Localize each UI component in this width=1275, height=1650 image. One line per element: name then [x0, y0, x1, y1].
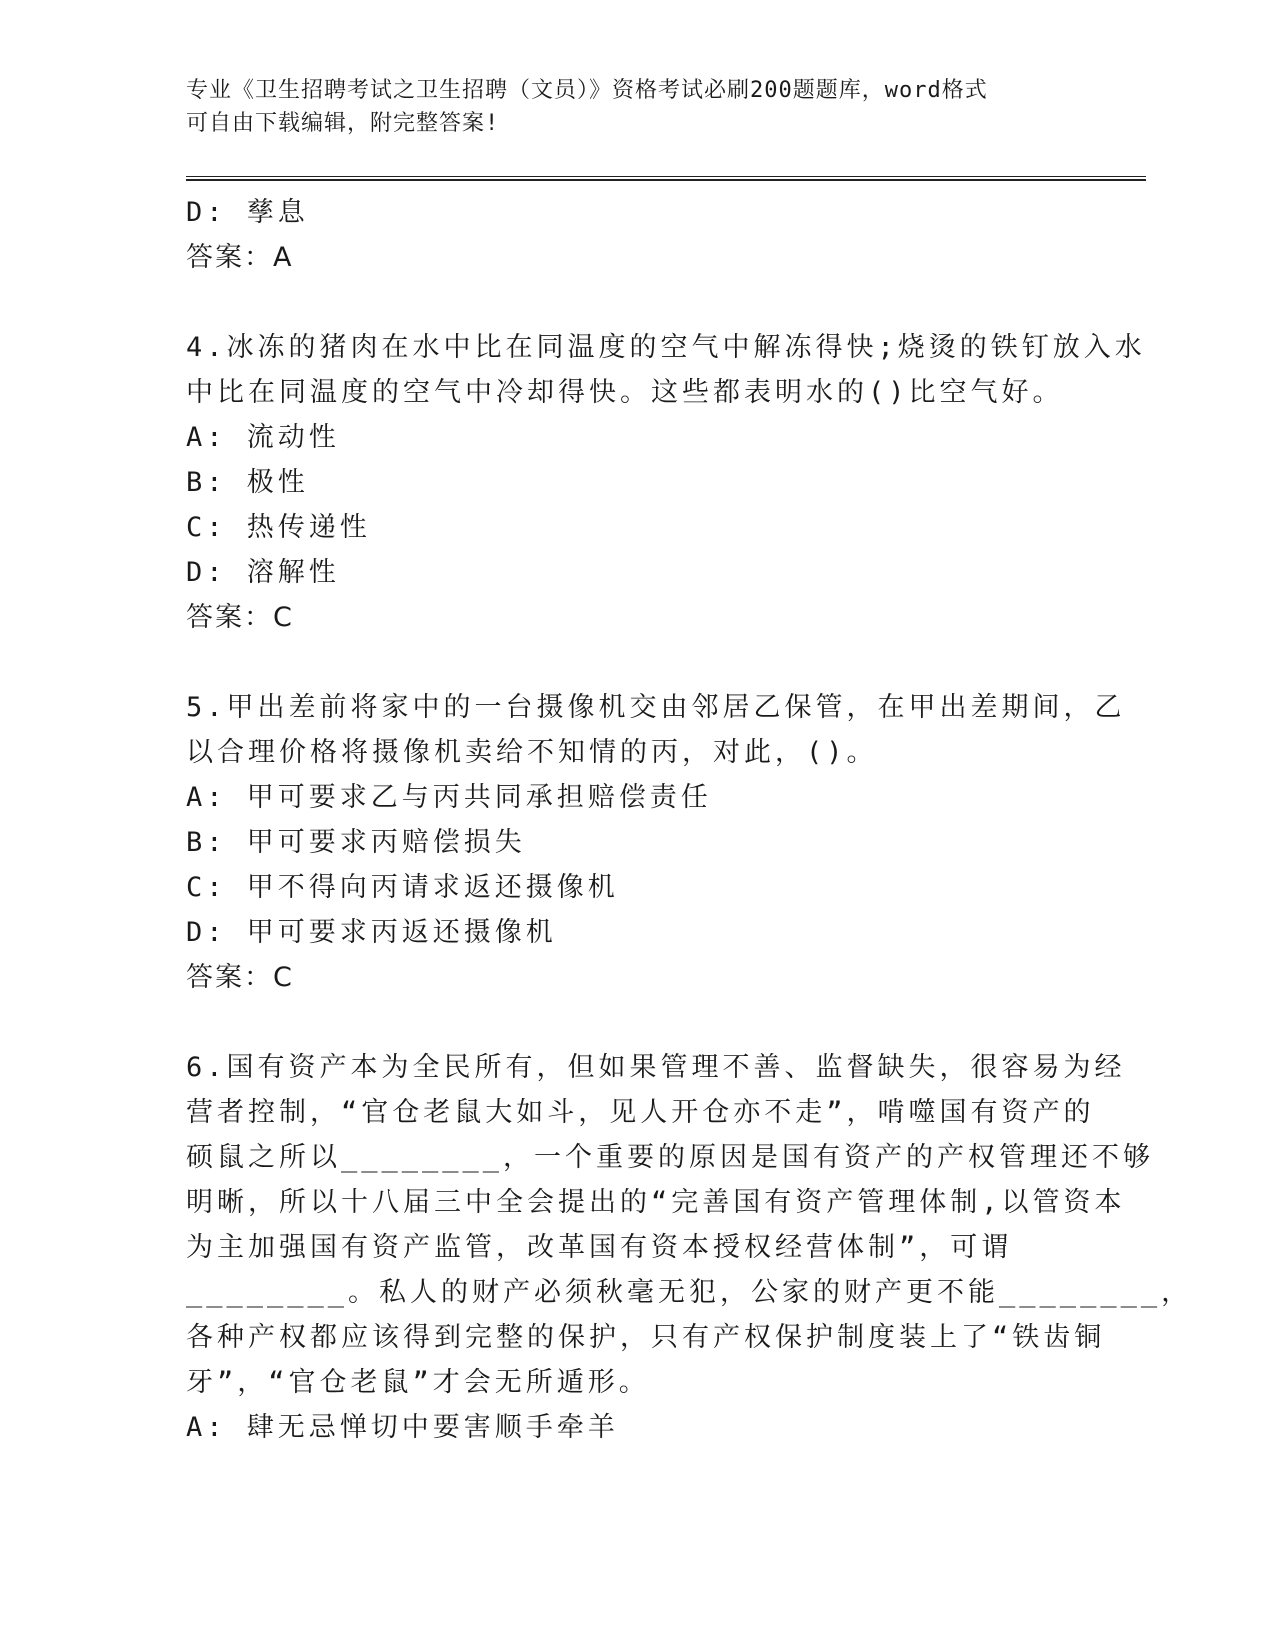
- question-stem-line: 6.国有资产本为全民所有，但如果管理不善、监督缺失，很容易为经: [186, 1052, 1126, 1083]
- question-stem-line: 营者控制，“官仓老鼠大如斗，见人开仓亦不走”，啃噬国有资产的: [186, 1097, 1095, 1128]
- option-b: B: 极性: [186, 467, 309, 498]
- question-stem-line: ________。私人的财产必须秋毫无犯，公家的财产更不能________，: [186, 1277, 1193, 1308]
- option-a: A: 流动性: [186, 422, 340, 453]
- option-a: A: 肆无忌惮切中要害顺手牵羊: [186, 1412, 619, 1443]
- question-stem-line: 明晰，所以十八届三中全会提出的“完善国有资产管理体制,以管资本: [186, 1187, 1126, 1218]
- spacer: [186, 1000, 1076, 1045]
- option-c: C: 甲不得向丙请求返还摄像机: [186, 872, 619, 903]
- question-content: [186, 190, 1193, 1450]
- option-d: D: 甲可要求丙返还摄像机: [186, 917, 557, 948]
- question-stem-line: 各种产权都应该得到完整的保护，只有产权保护制度装上了“铁齿铜: [186, 1322, 1106, 1353]
- question-stem-line: 4.冰冻的猪肉在水中比在同温度的空气中解冻得快;烧烫的铁钉放入水: [186, 332, 1146, 363]
- question-stem-line: 为主加强国有资产监管，改革国有资本授权经营体制”，可谓: [186, 1232, 1013, 1263]
- question-stem-line: 硕鼠之所以________，一个重要的原因是国有资产的产权管理还不够: [186, 1142, 1155, 1173]
- question-stem-line: 牙”，“官仓老鼠”才会无所遁形。: [186, 1367, 650, 1398]
- question-stem-line: 以合理价格将摄像机卖给不知情的丙，对此，()。: [186, 737, 878, 768]
- option-d: D: 溶解性: [186, 557, 340, 588]
- header-title-line-2: 可自由下载编辑，附完整答案!: [186, 111, 500, 136]
- option-d: D: 孳息: [186, 197, 309, 228]
- answer-label: 答案：C: [186, 962, 294, 993]
- question-stem-line: 5.甲出差前将家中的一台摄像机交由邻居乙保管，在甲出差期间，乙: [186, 692, 1126, 723]
- answer-label: 答案：A: [186, 242, 294, 273]
- document-header: [186, 74, 1086, 140]
- question-4: [186, 325, 1146, 640]
- option-a: A: 甲可要求乙与丙共同承担赔偿责任: [186, 782, 712, 813]
- spacer: [186, 640, 1076, 685]
- header-divider: [186, 176, 1146, 181]
- option-c: C: 热传递性: [186, 512, 371, 543]
- question-6: [186, 1045, 1193, 1450]
- previous-question: [186, 190, 1076, 280]
- spacer: [186, 280, 1076, 325]
- header-title-line-1: 专业《卫生招聘考试之卫生招聘（文员）》资格考试必刷200题题库，word格式: [186, 78, 988, 103]
- question-5: [186, 685, 1126, 1000]
- option-b: B: 甲可要求丙赔偿损失: [186, 827, 526, 858]
- answer-label: 答案：C: [186, 602, 294, 633]
- question-stem-line: 中比在同温度的空气中冷却得快。这些都表明水的()比空气好。: [186, 377, 1064, 408]
